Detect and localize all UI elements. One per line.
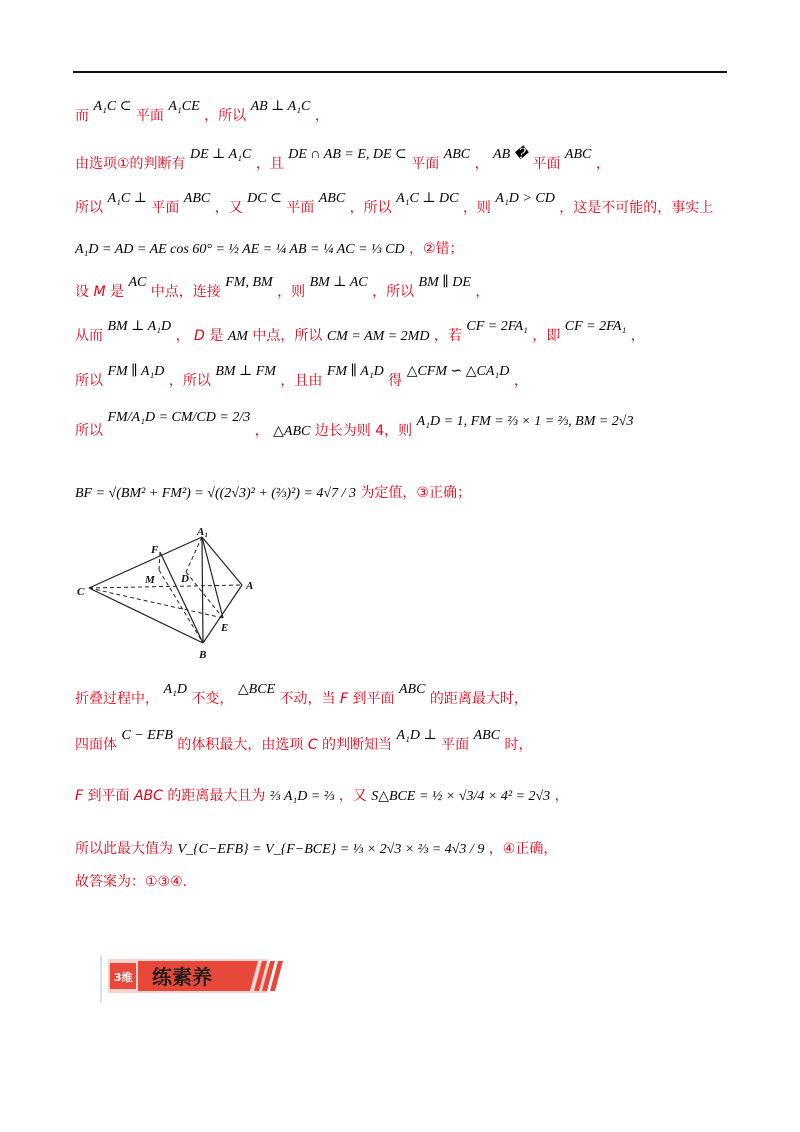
text-line-3 bbox=[75, 191, 714, 217]
text: 由选项①的判断有 bbox=[75, 156, 186, 172]
text: 平面 bbox=[441, 737, 470, 753]
math: A₁D = 1, FM = ⅔ × 1 = ⅔, BM = 2√3 bbox=[416, 414, 634, 429]
label-B: B bbox=[199, 649, 207, 661]
math: AB ⊥ A₁C bbox=[250, 99, 311, 114]
text: 中点，所以 bbox=[252, 328, 323, 344]
text-line-11 bbox=[75, 728, 533, 754]
text: 平面 bbox=[411, 156, 440, 172]
label-E: E bbox=[221, 622, 229, 634]
text: 时， bbox=[504, 737, 533, 753]
banner-title: 练素养 bbox=[152, 965, 212, 989]
math: ABC bbox=[318, 191, 346, 206]
math: A₁D > CD bbox=[495, 191, 555, 206]
text: D bbox=[194, 328, 205, 344]
text: ，且由 bbox=[280, 373, 323, 389]
math: FM ∥ A₁D bbox=[326, 364, 384, 379]
edge-FB bbox=[160, 552, 203, 643]
math: ABC bbox=[473, 728, 501, 743]
banner-left-rule bbox=[100, 955, 102, 1003]
text: 到平面 bbox=[352, 691, 395, 707]
text-line-1 bbox=[75, 99, 329, 125]
math: A₁D bbox=[163, 682, 187, 697]
text-line-10 bbox=[75, 682, 528, 708]
text: ， bbox=[554, 788, 569, 804]
text: ，又 bbox=[338, 788, 367, 804]
math: BM ⊥ AC bbox=[309, 275, 368, 290]
math: S△BCE = ½ × √3/4 × 4² = 2√3 bbox=[371, 789, 551, 804]
text: 四面体 bbox=[75, 737, 117, 753]
math: △ABC bbox=[273, 424, 311, 439]
math: BF = √(BM² + FM²) = √((2√3)² + (⅔)²) = 4√7 / 3 bbox=[75, 486, 356, 501]
math: A₁D = AD = AE cos 60° = ½ AE = ¼ AB = ¼ AC = ⅓ CD bbox=[75, 242, 405, 257]
text-line-2 bbox=[75, 147, 610, 173]
text: 是 bbox=[110, 284, 124, 300]
text: 的体积最大，由选项 bbox=[177, 737, 304, 753]
text: 从而 bbox=[75, 328, 103, 344]
text: ， bbox=[513, 373, 528, 389]
edge-A1B bbox=[202, 537, 203, 643]
badge-text: 3维 bbox=[114, 971, 133, 984]
text: ， bbox=[475, 284, 490, 300]
text: 平面 bbox=[286, 200, 315, 216]
text-line-5 bbox=[75, 275, 490, 301]
math: A₁D ⊥ bbox=[396, 728, 437, 743]
text: ，这是不可能的，事实上 bbox=[559, 200, 714, 216]
text: 不变， bbox=[191, 691, 234, 707]
math: C − EFB bbox=[121, 728, 173, 743]
math: FM/A₁D = CM/CD = 2/3 bbox=[107, 410, 251, 425]
text-line-7 bbox=[75, 364, 528, 390]
math: BM ⊥ A₁D bbox=[107, 319, 172, 334]
label-M: M bbox=[145, 574, 155, 586]
text: ， bbox=[175, 328, 190, 344]
text: ，且 bbox=[255, 156, 284, 172]
math: A₁CE bbox=[168, 99, 200, 114]
edge-FM-hidden bbox=[159, 552, 160, 570]
text: M bbox=[93, 284, 106, 300]
text: C bbox=[307, 737, 318, 753]
edge-CA-hidden bbox=[89, 585, 242, 588]
label-A1: A₁ bbox=[197, 526, 209, 538]
text: ，所以 bbox=[372, 284, 415, 300]
math: ABC bbox=[443, 147, 471, 162]
text: ，所以 bbox=[168, 373, 211, 389]
text: 所以 bbox=[75, 373, 103, 389]
math: DE ⊥ A₁C bbox=[190, 147, 252, 162]
math: A₁C ⊥ bbox=[107, 191, 147, 206]
text-line-6 bbox=[75, 319, 645, 345]
text: 的距离最大时， bbox=[429, 691, 528, 707]
math: A₁C ⊂ bbox=[93, 99, 132, 114]
math: △BCE bbox=[237, 682, 276, 697]
text: 所以 bbox=[75, 200, 103, 216]
text: 边长为则 4，则 bbox=[314, 423, 413, 439]
math: ⅔ A₁D = ⅔ bbox=[269, 789, 335, 804]
text: ，所以 bbox=[349, 200, 392, 216]
math: DC ⊂ bbox=[247, 191, 282, 206]
text-line-8 bbox=[75, 410, 634, 440]
text-line-14 bbox=[75, 871, 187, 891]
tetrahedron-diagram bbox=[75, 525, 260, 665]
text: 所以此最大值为 bbox=[75, 841, 173, 857]
section-banner bbox=[100, 955, 290, 1003]
math: AB � bbox=[493, 147, 529, 162]
text: 得 bbox=[388, 373, 403, 389]
label-F: F bbox=[151, 544, 159, 556]
math: DE ∩ AB = E, DE ⊂ bbox=[288, 147, 407, 162]
text: F bbox=[340, 691, 349, 707]
math: CM = AM = 2MD bbox=[326, 329, 430, 344]
text: 中点，连接 bbox=[150, 284, 221, 300]
math: BM ∥ DE bbox=[418, 275, 471, 290]
text: 是 bbox=[209, 328, 224, 344]
text: ， bbox=[595, 156, 610, 172]
text: ， bbox=[254, 423, 269, 439]
edge-AB bbox=[203, 585, 242, 643]
text: ，所以 bbox=[204, 108, 247, 124]
label-C: C bbox=[77, 586, 85, 598]
text: ， bbox=[474, 156, 489, 172]
text: 折叠过程中， bbox=[75, 691, 159, 707]
edge-A1D-hidden bbox=[186, 537, 202, 572]
math: FM, BM bbox=[225, 275, 273, 290]
math: AM bbox=[227, 329, 248, 344]
math: A₁C ⊥ DC bbox=[396, 191, 459, 206]
text: 所以 bbox=[75, 423, 103, 439]
text: ，④正确， bbox=[488, 841, 558, 857]
text: 的判断知当 bbox=[322, 737, 393, 753]
text: 不动，当 bbox=[279, 691, 336, 707]
text-line-13 bbox=[75, 838, 557, 858]
text: ， bbox=[630, 328, 645, 344]
text-line-12 bbox=[75, 785, 569, 805]
text: ，即 bbox=[532, 328, 561, 344]
math: ABC bbox=[398, 682, 426, 697]
math: AC bbox=[128, 275, 147, 290]
text: F bbox=[75, 788, 84, 804]
text: 而 bbox=[75, 108, 89, 124]
text: 的距离最大且为 bbox=[167, 788, 266, 804]
text-line-9 bbox=[75, 482, 471, 502]
math: CF = 2FA₁ bbox=[466, 319, 528, 334]
text: ， bbox=[314, 108, 329, 124]
math: △CFM ∽ △CA₁D bbox=[406, 364, 510, 379]
math: FM ∥ A₁D bbox=[107, 364, 165, 379]
math: ABC bbox=[564, 147, 592, 162]
text: ，则 bbox=[462, 200, 491, 216]
text: ，则 bbox=[277, 284, 306, 300]
text: 到平面 bbox=[87, 788, 130, 804]
text: 故答案为：①③④. bbox=[75, 874, 188, 890]
text: ，又 bbox=[214, 200, 243, 216]
text: ，若 bbox=[433, 328, 462, 344]
text: 为定值，③正确； bbox=[360, 485, 471, 501]
math: CF = 2FA₁ bbox=[564, 319, 627, 334]
label-A: A bbox=[246, 580, 254, 592]
header-rule bbox=[73, 71, 727, 73]
label-D: D bbox=[181, 573, 189, 585]
math: V_{C−EFB} = V_{F−BCE} = ⅓ × 2√3 × ⅔ = 4√3 / 9 bbox=[177, 842, 485, 857]
text: 平面 bbox=[151, 200, 180, 216]
text: 设 bbox=[75, 284, 89, 300]
text: ，②错； bbox=[408, 241, 464, 257]
math: BM ⊥ FM bbox=[215, 364, 276, 379]
math: ABC bbox=[183, 191, 211, 206]
text-line-4 bbox=[75, 238, 464, 258]
text: ABC bbox=[133, 788, 163, 804]
text: 平面 bbox=[532, 156, 561, 172]
text: 平面 bbox=[135, 108, 164, 124]
